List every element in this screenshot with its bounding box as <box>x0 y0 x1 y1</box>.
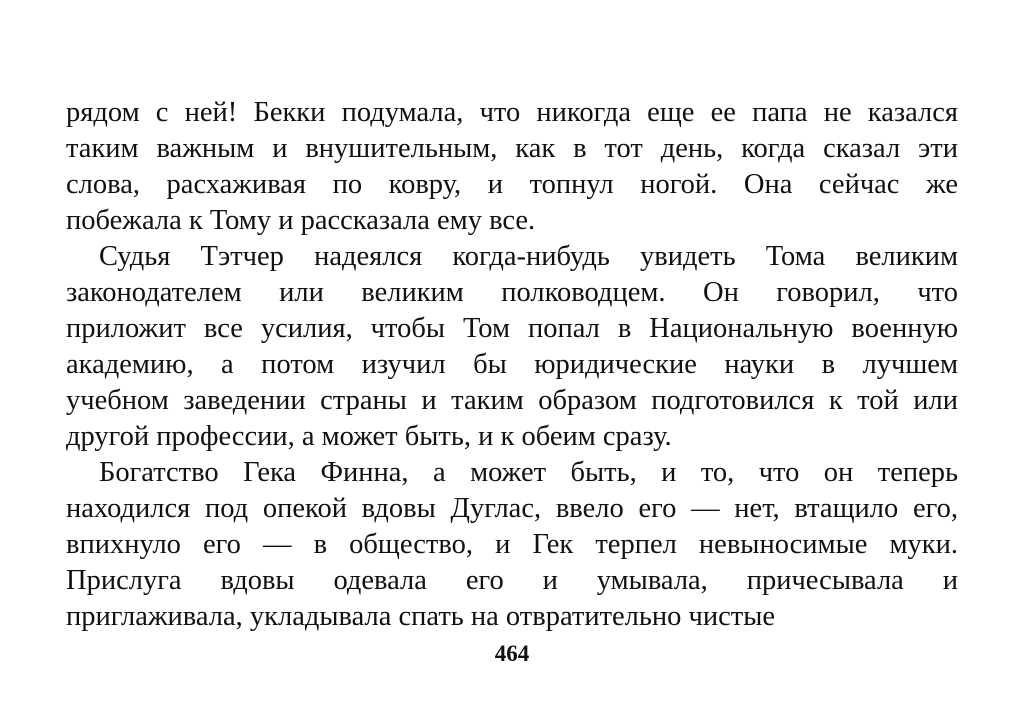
text-line: рядом с ней! Бекки подумала, что никогда еще ее папа не казался <box>66 97 958 128</box>
text-line: находился под опекой вдовы Дуглас, ввело его — нет, втащило его, <box>66 493 958 524</box>
text-line: побежала к Тому и рассказала ему все. <box>66 205 536 236</box>
text-line: таким важным и внушительным, как в тот день, когда сказал эти <box>66 133 958 164</box>
text-line: впихнуло его — в общество, и Гек терпел невыносимые муки. <box>66 529 958 560</box>
text-line: Судья Тэтчер надеялся когда-нибудь увидеть Тома великим <box>99 241 958 272</box>
text-line: учебном заведении страны и таким образом подготовился к той или <box>66 385 958 416</box>
text-line: Прислуга вдовы одевала его и умывала, причесывала и <box>66 565 958 596</box>
text-line: приглаживала, укладывала спать на отвратительно чистые <box>66 601 776 632</box>
text-line: другой профессии, а может быть, и к обеим сразу. <box>66 421 672 452</box>
text-line: слова, расхаживая по ковру, и топнул ногой. Она сейчас же <box>66 169 958 200</box>
paragraph-1 <box>66 95 958 239</box>
text-line: Богатство Гека Финна, а может быть, и то, что он теперь <box>99 457 958 488</box>
text-line: приложит все усилия, чтобы Том попал в Национальную военную <box>66 313 958 344</box>
text-line: академию, а потом изучил бы юридические науки в лучшем <box>66 349 958 380</box>
text-line: законодателем или великим полководцем. Он говорил, что <box>66 277 958 308</box>
paragraph-2 <box>66 239 958 455</box>
page-text-body <box>66 95 958 635</box>
page-number: 464 <box>494 641 530 666</box>
paragraph-3 <box>66 455 958 635</box>
